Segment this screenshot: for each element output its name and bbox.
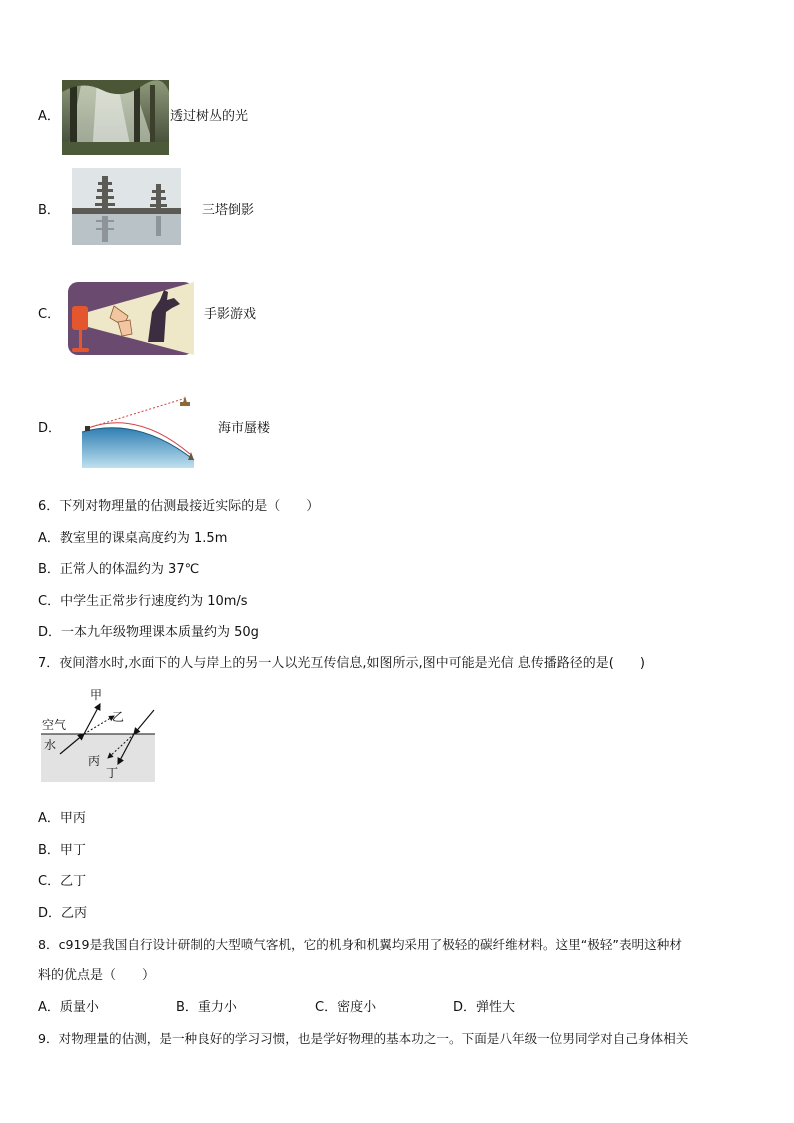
hand-shadow-giraffe-illustration [68,282,194,355]
option-caption: 手影游戏 [204,307,257,322]
label-yi: 乙 [112,710,125,724]
option-d: D．一本九年级物理课本质量约为 50g [38,625,259,640]
option-caption: 海市蜃楼 [218,421,271,436]
option-b: B．重力小 [176,1000,237,1015]
option-c: C．密度小 [315,1000,377,1015]
option-caption: 透过树丛的光 [170,109,249,124]
question-stem: 9．对物理量的估测，是一种良好的学习习惯，也是学好物理的基本功之一。下面是八年级一位男同学对自己身体相关 [38,1031,689,1046]
mirage-diagram [78,388,200,468]
option-d: D．弹性大 [453,1000,516,1015]
three-pagodas-reflection-photo [72,168,181,245]
option-caption: 三塔倒影 [202,203,255,218]
question-stem: 6．下列对物理量的估测最接近实际的是（ ） [38,499,320,514]
label-water: 水 [44,738,57,752]
option-letter: D． [38,421,62,436]
option-c: C．中学生正常步行速度约为 10m/s [38,594,248,609]
option-letter: B． [38,203,60,218]
option-b: B．甲丁 [38,843,86,858]
label-bing: 丙 [88,754,101,768]
label-jia: 甲 [90,688,103,702]
option-c: C．乙丁 [38,874,87,889]
option-b: B．正常人的体温约为 37℃ [38,562,200,577]
label-ding: 丁 [106,766,119,780]
question-stem-line-2: 料的优点是（ ） [38,968,156,983]
option-letter: C． [38,307,61,322]
option-letter: A． [38,109,60,124]
option-a: A．质量小 [38,1000,99,1015]
forest-light-photo [62,80,169,155]
question-stem: 7．夜间潜水时,水面下的人与岸上的另一人以光互传信息,如图所示,图中可能是光信 息传播路径的是( ) [38,656,645,671]
light-path-figure [38,686,158,784]
question-stem-line-1: 8．c919是我国自行设计研制的大型喷气客机，它的机身和机翼均采用了极轻的碳纤维材料。这里“极轻”表明这种材 [38,937,682,952]
option-d: D．乙丙 [38,906,88,921]
option-a: A．甲丙 [38,811,86,826]
option-a: A．教室里的课桌高度约为 1.5m [38,531,228,546]
label-air: 空气 [42,718,67,732]
